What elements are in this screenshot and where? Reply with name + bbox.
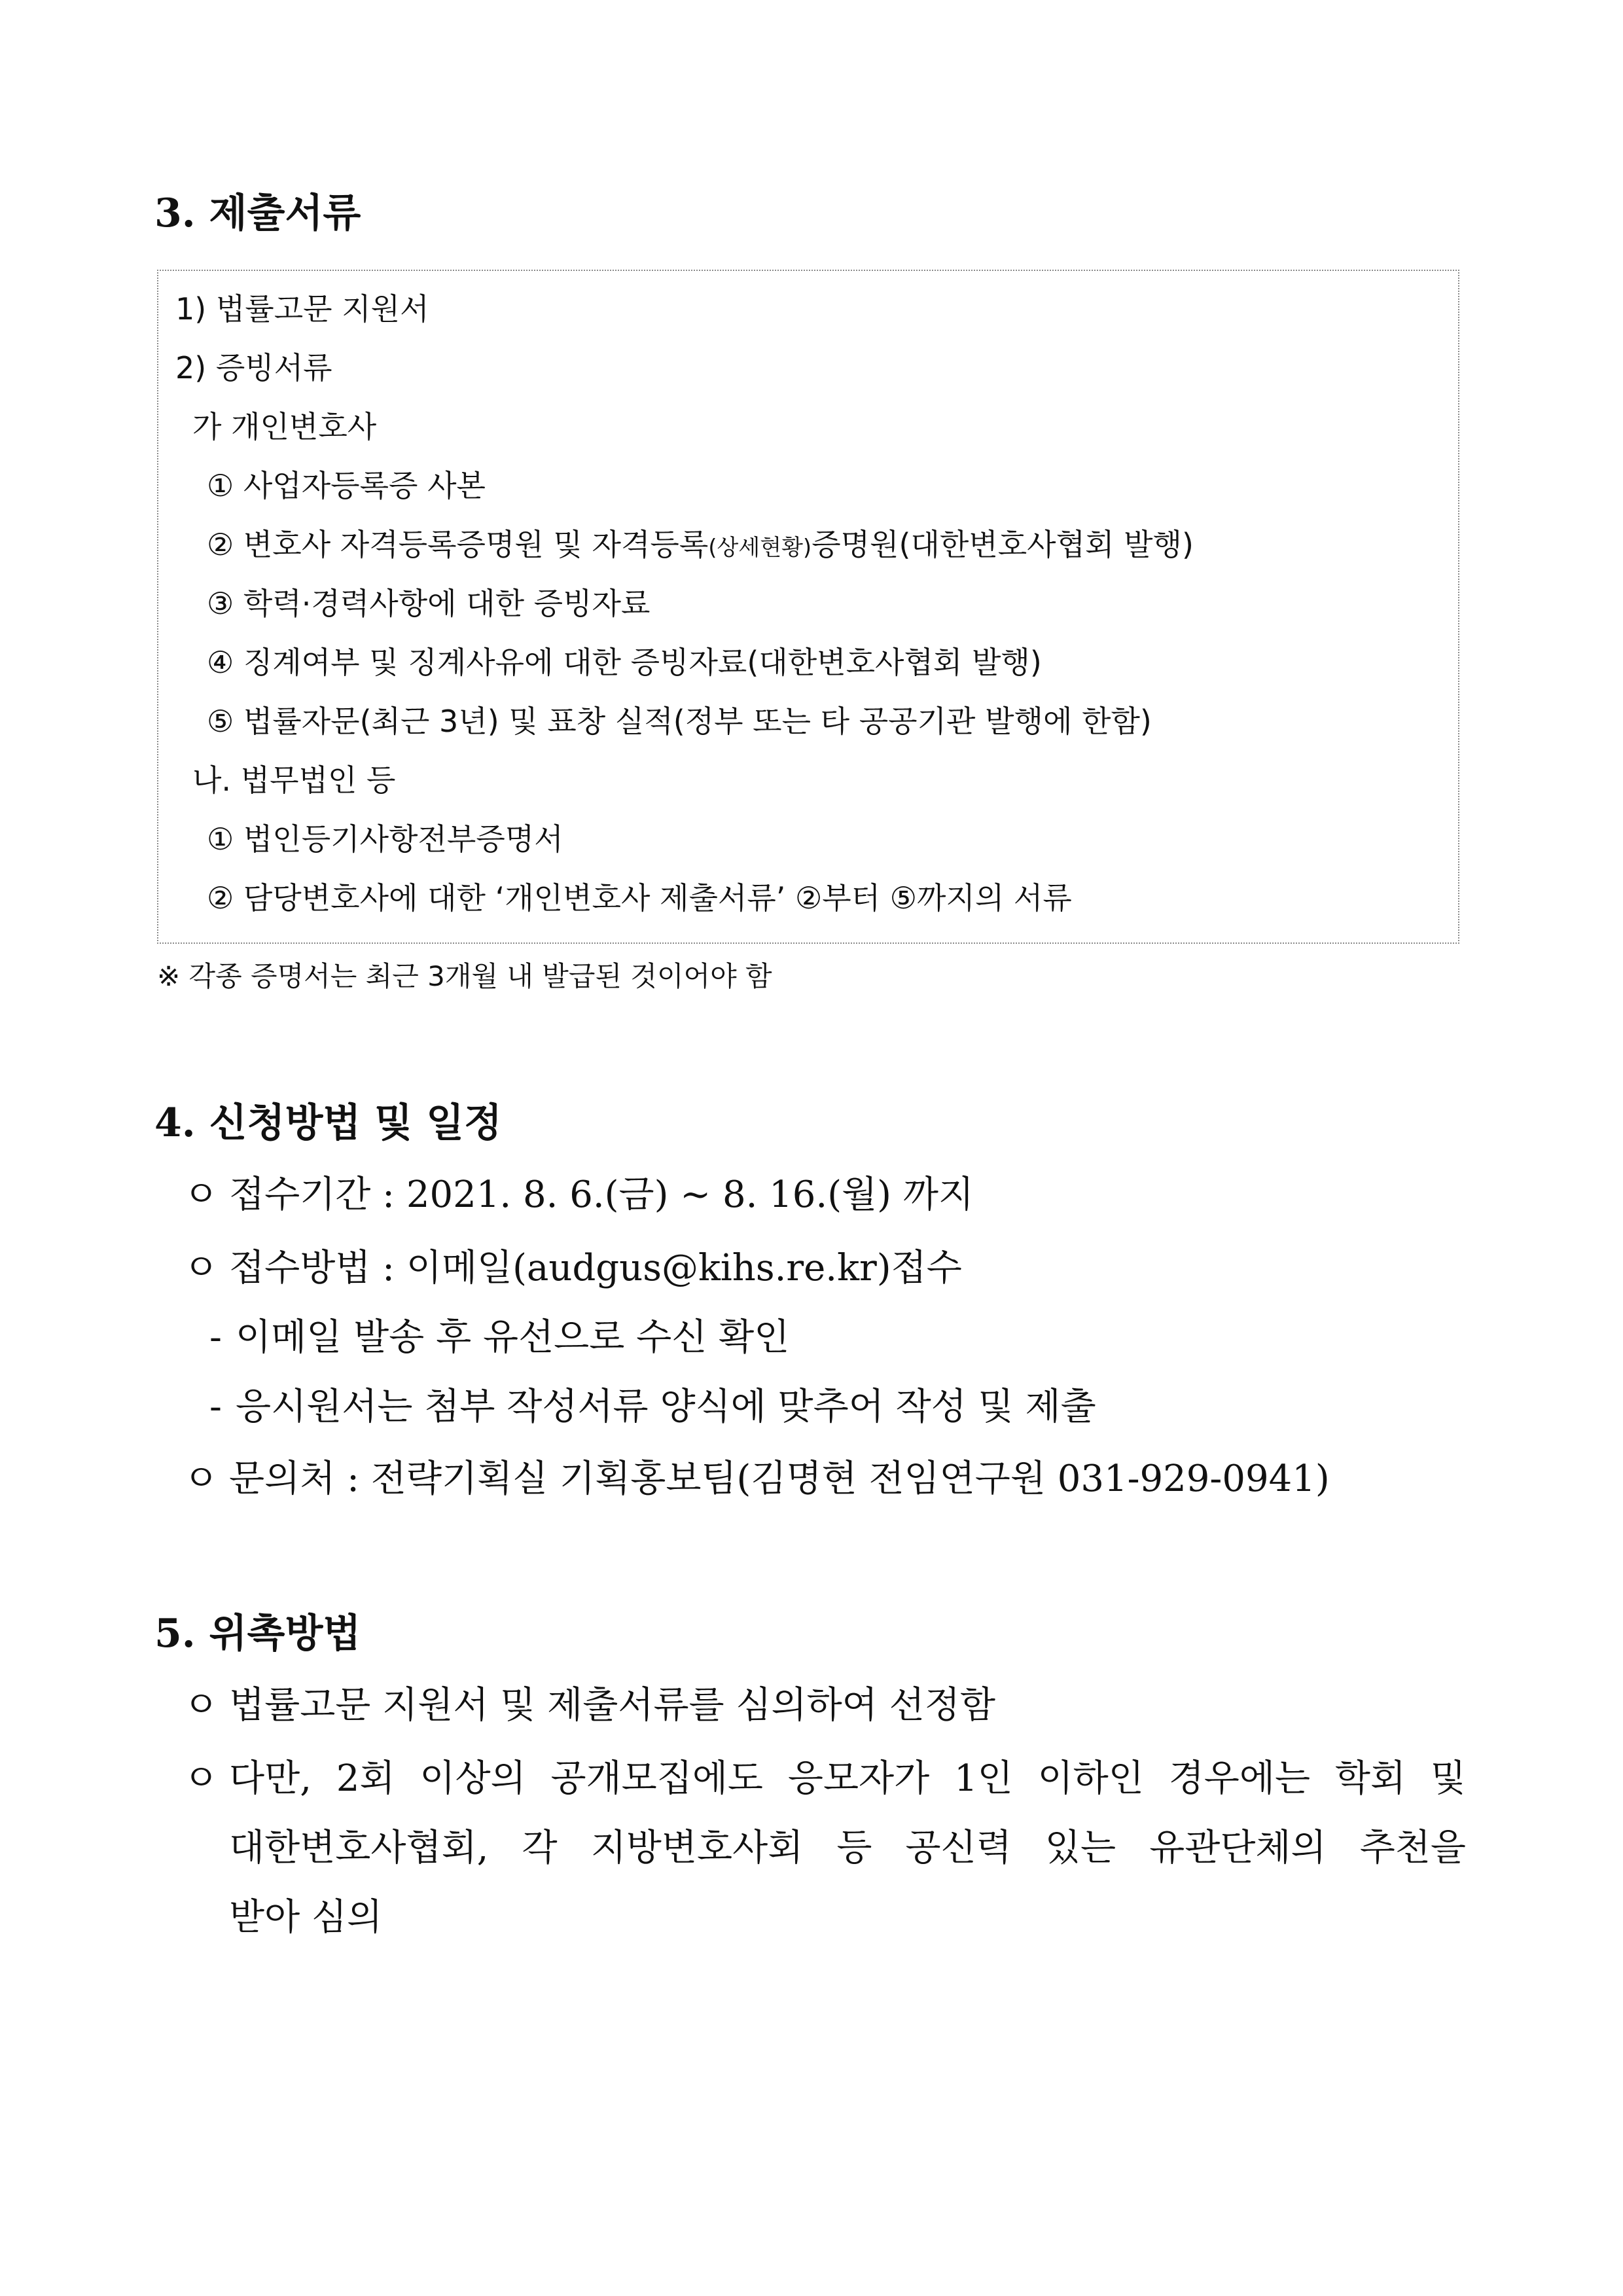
selection-method-2-line-2: 대한변호사협회, 각 지방변호사회 등 공신력 있는 유관단체의 추천을 <box>229 1827 1466 1869</box>
doc-subheading-law-firm: 나. 법무법인 등 <box>192 762 396 798</box>
application-period <box>183 1170 974 1220</box>
doc-subheading-individual: 가 개인변호사 <box>192 409 377 444</box>
bullet-symbol: ㅇ <box>183 1458 219 1500</box>
contact-info-text: 문의처 : 전략기획실 기획홍보팀(김명현 전임연구원 031-929-0941) <box>229 1458 1330 1500</box>
doc-firm-item-1: ① 법인등기사항전부증명서 <box>207 821 563 857</box>
bullet-symbol: ㅇ <box>183 1174 219 1216</box>
section-3-heading: 3. 제출서류 <box>154 190 361 236</box>
doc-individual-item-2-pre: ② 변호사 자격등록증명원 및 자격등록 <box>207 527 709 562</box>
application-method-text: 접수방법 : 이메일(audgus@kihs.re.kr)접수 <box>229 1247 962 1289</box>
contact-info <box>183 1454 1330 1504</box>
method-note-2 <box>209 1382 1096 1432</box>
doc-individual-item-2-post: 증명원(대한변호사협회 발행) <box>812 527 1194 562</box>
method-note-1-text: 이메일 발송 후 유선으로 수신 확인 <box>236 1316 790 1359</box>
method-note-1 <box>209 1313 789 1363</box>
section-5-heading: 5. 위촉방법 <box>154 1611 361 1657</box>
doc-individual-item-1: ① 사업자등록증 사본 <box>207 468 486 503</box>
doc-firm-item-2: ② 담당변호사에 대한 ‘개인변호사 제출서류’ ②부터 ⑤까지의 서류 <box>207 880 1072 916</box>
dash-symbol: - <box>209 1316 222 1359</box>
selection-method-1-text: 법률고문 지원서 및 제출서류를 심의하여 선정함 <box>229 1684 995 1727</box>
doc-individual-item-4: ④ 징계여부 및 징계사유에 대한 증빙자료(대한변호사협회 발행) <box>207 645 1042 680</box>
doc-individual-item-2 <box>207 525 1194 567</box>
submission-documents-box <box>157 270 1459 944</box>
selection-method-2-bullet: ㅇ <box>183 1757 219 1800</box>
bullet-symbol: ㅇ <box>183 1684 219 1727</box>
selection-method-2-line-3: 받아 심의 <box>229 1896 383 1939</box>
doc-individual-item-2-small: (상세현황) <box>708 535 812 561</box>
selection-method-2-line-1: 다만, 2회 이상의 공개모집에도 응모자가 1인 이하인 경우에는 학회 및 <box>229 1757 1466 1800</box>
doc-item-application: 1) 법률고문 지원서 <box>175 291 429 327</box>
doc-item-evidence: 2) 증빙서류 <box>175 350 332 386</box>
doc-individual-item-5: ⑤ 법률자문(최근 3년) 및 표창 실적(정부 또는 타 공공기관 발행에 한함) <box>207 704 1152 739</box>
certificate-validity-note: ※ 각종 증명서는 최근 3개월 내 발급된 것이어야 함 <box>157 960 772 992</box>
method-note-2-text: 응시원서는 첨부 작성서류 양식에 맞추어 작성 및 제출 <box>236 1386 1096 1428</box>
section-4-heading: 4. 신청방법 및 일정 <box>154 1100 503 1146</box>
application-period-text: 접수기간 : 2021. 8. 6.(금) ~ 8. 16.(월) 까지 <box>229 1174 974 1216</box>
doc-individual-item-3: ③ 학력·경력사항에 대한 증빙자료 <box>207 586 651 621</box>
application-method <box>183 1244 962 1293</box>
selection-method-1 <box>183 1681 995 1731</box>
bullet-symbol: ㅇ <box>183 1247 219 1289</box>
dash-symbol: - <box>209 1386 222 1428</box>
